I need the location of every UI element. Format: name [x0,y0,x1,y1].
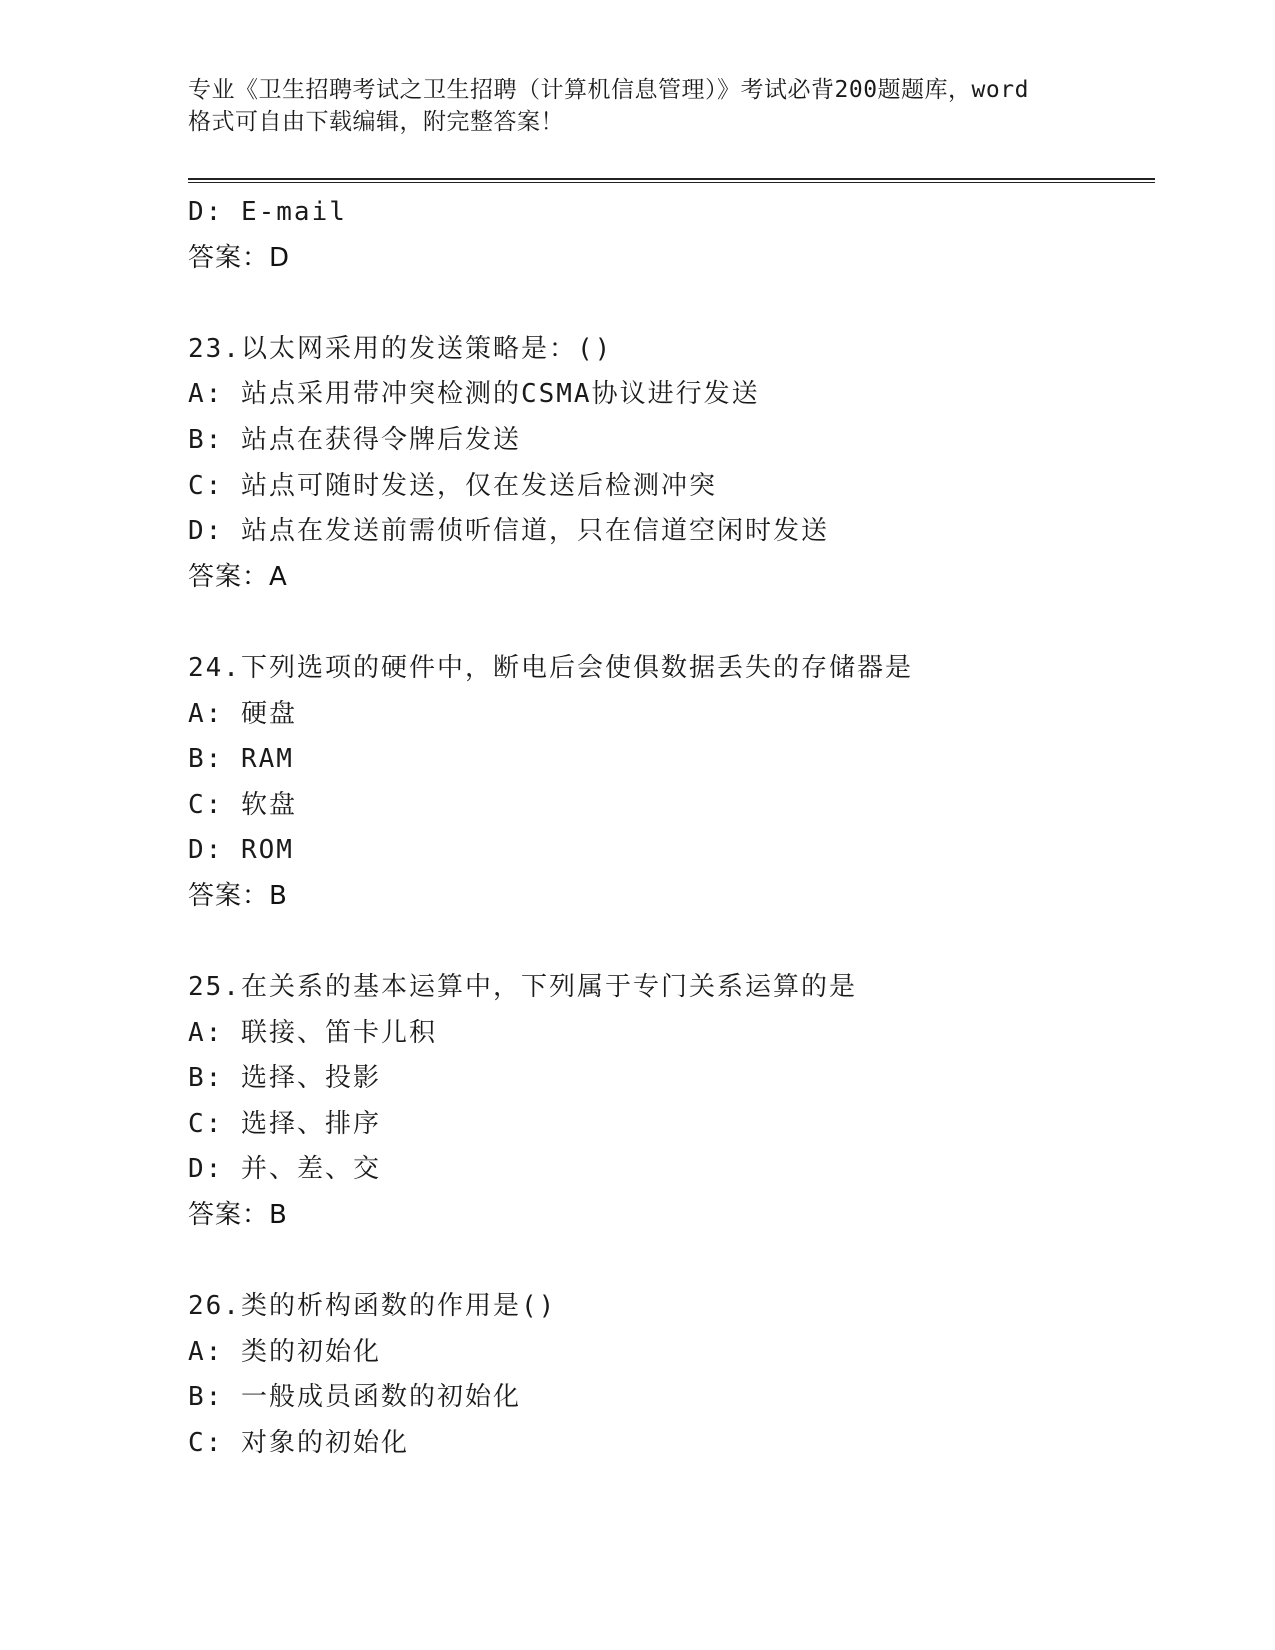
option-b: B: 站点在获得令牌后发送 [188,424,521,455]
option-a: A: 站点采用带冲突检测的CSMA协议进行发送 [188,379,760,410]
option-a: A: 联接、笛卡儿积 [188,1017,437,1048]
question-list [188,190,1148,1467]
question-stem: 25.在关系的基本运算中，下列属于专门关系运算的是 [188,972,857,1003]
answer-line: 答案：D [188,242,291,273]
option-b: B: 一般成员函数的初始化 [188,1382,521,1413]
option-d: D: 站点在发送前需侦听信道，只在信道空闲时发送 [188,516,829,547]
option-b: B: RAM [188,744,294,775]
answer-line: 答案：B [188,880,288,911]
option-a: A: 硬盘 [188,698,297,729]
option-d: D: E-mail [188,197,347,227]
option-a: A: 类的初始化 [188,1336,381,1367]
option-d: D: ROM [188,835,294,866]
question-block [188,965,1148,1239]
question-block [188,646,1148,920]
option-c: C: 对象的初始化 [188,1428,409,1459]
question-block [188,1284,1148,1466]
question-block [188,327,1148,601]
answer-line: 答案：A [188,561,288,592]
document-header [188,74,1088,138]
question-stem: 26.类的析构函数的作用是() [188,1291,557,1322]
option-c: C: 选择、排序 [188,1108,381,1139]
option-b: B: 选择、投影 [188,1063,381,1094]
header-divider [188,178,1155,183]
question-stem: 24.下列选项的硬件中，断电后会使俱数据丢失的存储器是 [188,652,913,683]
question-stem: 23.以太网采用的发送策略是：() [188,333,613,364]
option-d: D: 并、差、交 [188,1154,381,1185]
option-c: C: 站点可随时发送，仅在发送后检测冲突 [188,470,717,501]
answer-line: 答案：B [188,1200,288,1231]
header-title-line-2: 格式可自由下载编辑，附完整答案！ [188,109,564,135]
header-title-line-1: 专业《卫生招聘考试之卫生招聘（计算机信息管理）》考试必背200题题库，word [188,77,1029,103]
option-c: C: 软盘 [188,789,297,820]
